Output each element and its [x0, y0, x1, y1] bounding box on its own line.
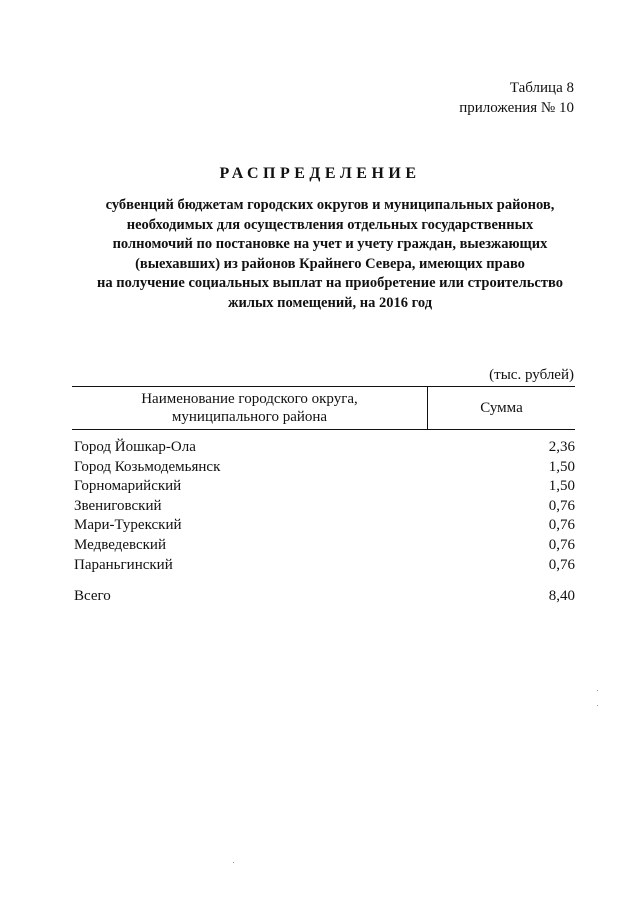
table-row — [72, 497, 575, 517]
row-value: 0,76 — [548, 497, 575, 514]
table-reference — [459, 78, 574, 118]
table-row — [72, 556, 575, 576]
row-value: 1,50 — [548, 458, 575, 475]
row-value: 0,76 — [548, 556, 575, 573]
row-name: Город Козьмодемьянск — [74, 458, 221, 475]
row-value: 0,76 — [548, 517, 575, 534]
row-name: Мари-Турекский — [74, 517, 182, 534]
table-row — [72, 477, 575, 497]
table-number-label: Таблица 8 — [509, 80, 574, 96]
column-header-name — [72, 387, 428, 429]
subtitle-line: (выехавших) из районов Крайнего Севера, имеющих право — [135, 255, 525, 272]
units-note: (тыс. рублей) — [489, 367, 574, 383]
row-name: Горномарийский — [74, 478, 182, 495]
table-row — [72, 536, 575, 556]
document-title: РАСПРЕДЕЛЕНИЕ — [219, 165, 421, 182]
table-row — [72, 516, 575, 536]
subtitle-line: субвенций бюджетам городских округов и муниципальных районов, — [105, 197, 555, 213]
total-row — [72, 587, 575, 607]
document-subtitle — [60, 196, 600, 313]
scan-speck — [597, 705, 598, 706]
table-body — [72, 438, 575, 607]
row-name: Медведевский — [74, 536, 166, 553]
column-header-name-line: муниципального района — [171, 409, 328, 425]
row-name: Параньгинский — [74, 556, 173, 573]
subtitle-line: полномочий по постановке на учет и учету граждан, выезжающих — [112, 236, 548, 252]
total-value: 8,40 — [548, 588, 575, 605]
table-row — [72, 438, 575, 458]
scan-speck — [597, 690, 598, 691]
scan-speck — [233, 862, 234, 863]
subtitle-line: на получение социальных выплат на приобретение или строительство — [97, 275, 563, 291]
row-name: Город Йошкар-Ола — [74, 439, 196, 455]
appendix-label: приложения № 10 — [459, 100, 574, 116]
row-name: Звениговский — [74, 497, 162, 514]
distribution-table — [72, 386, 575, 607]
row-value: 2,36 — [548, 439, 575, 455]
subtitle-line: жилых помещений, на 2016 год — [227, 294, 433, 311]
row-value: 1,50 — [548, 478, 575, 495]
column-header-name-line: Наименование городского округа, — [141, 391, 358, 407]
total-label: Всего — [74, 588, 111, 605]
row-value: 0,76 — [548, 536, 575, 553]
table-header — [72, 386, 575, 430]
table-row — [72, 458, 575, 478]
subtitle-line: необходимых для осуществления отдельных государственных — [126, 216, 534, 233]
column-header-sum: Сумма — [480, 399, 523, 416]
